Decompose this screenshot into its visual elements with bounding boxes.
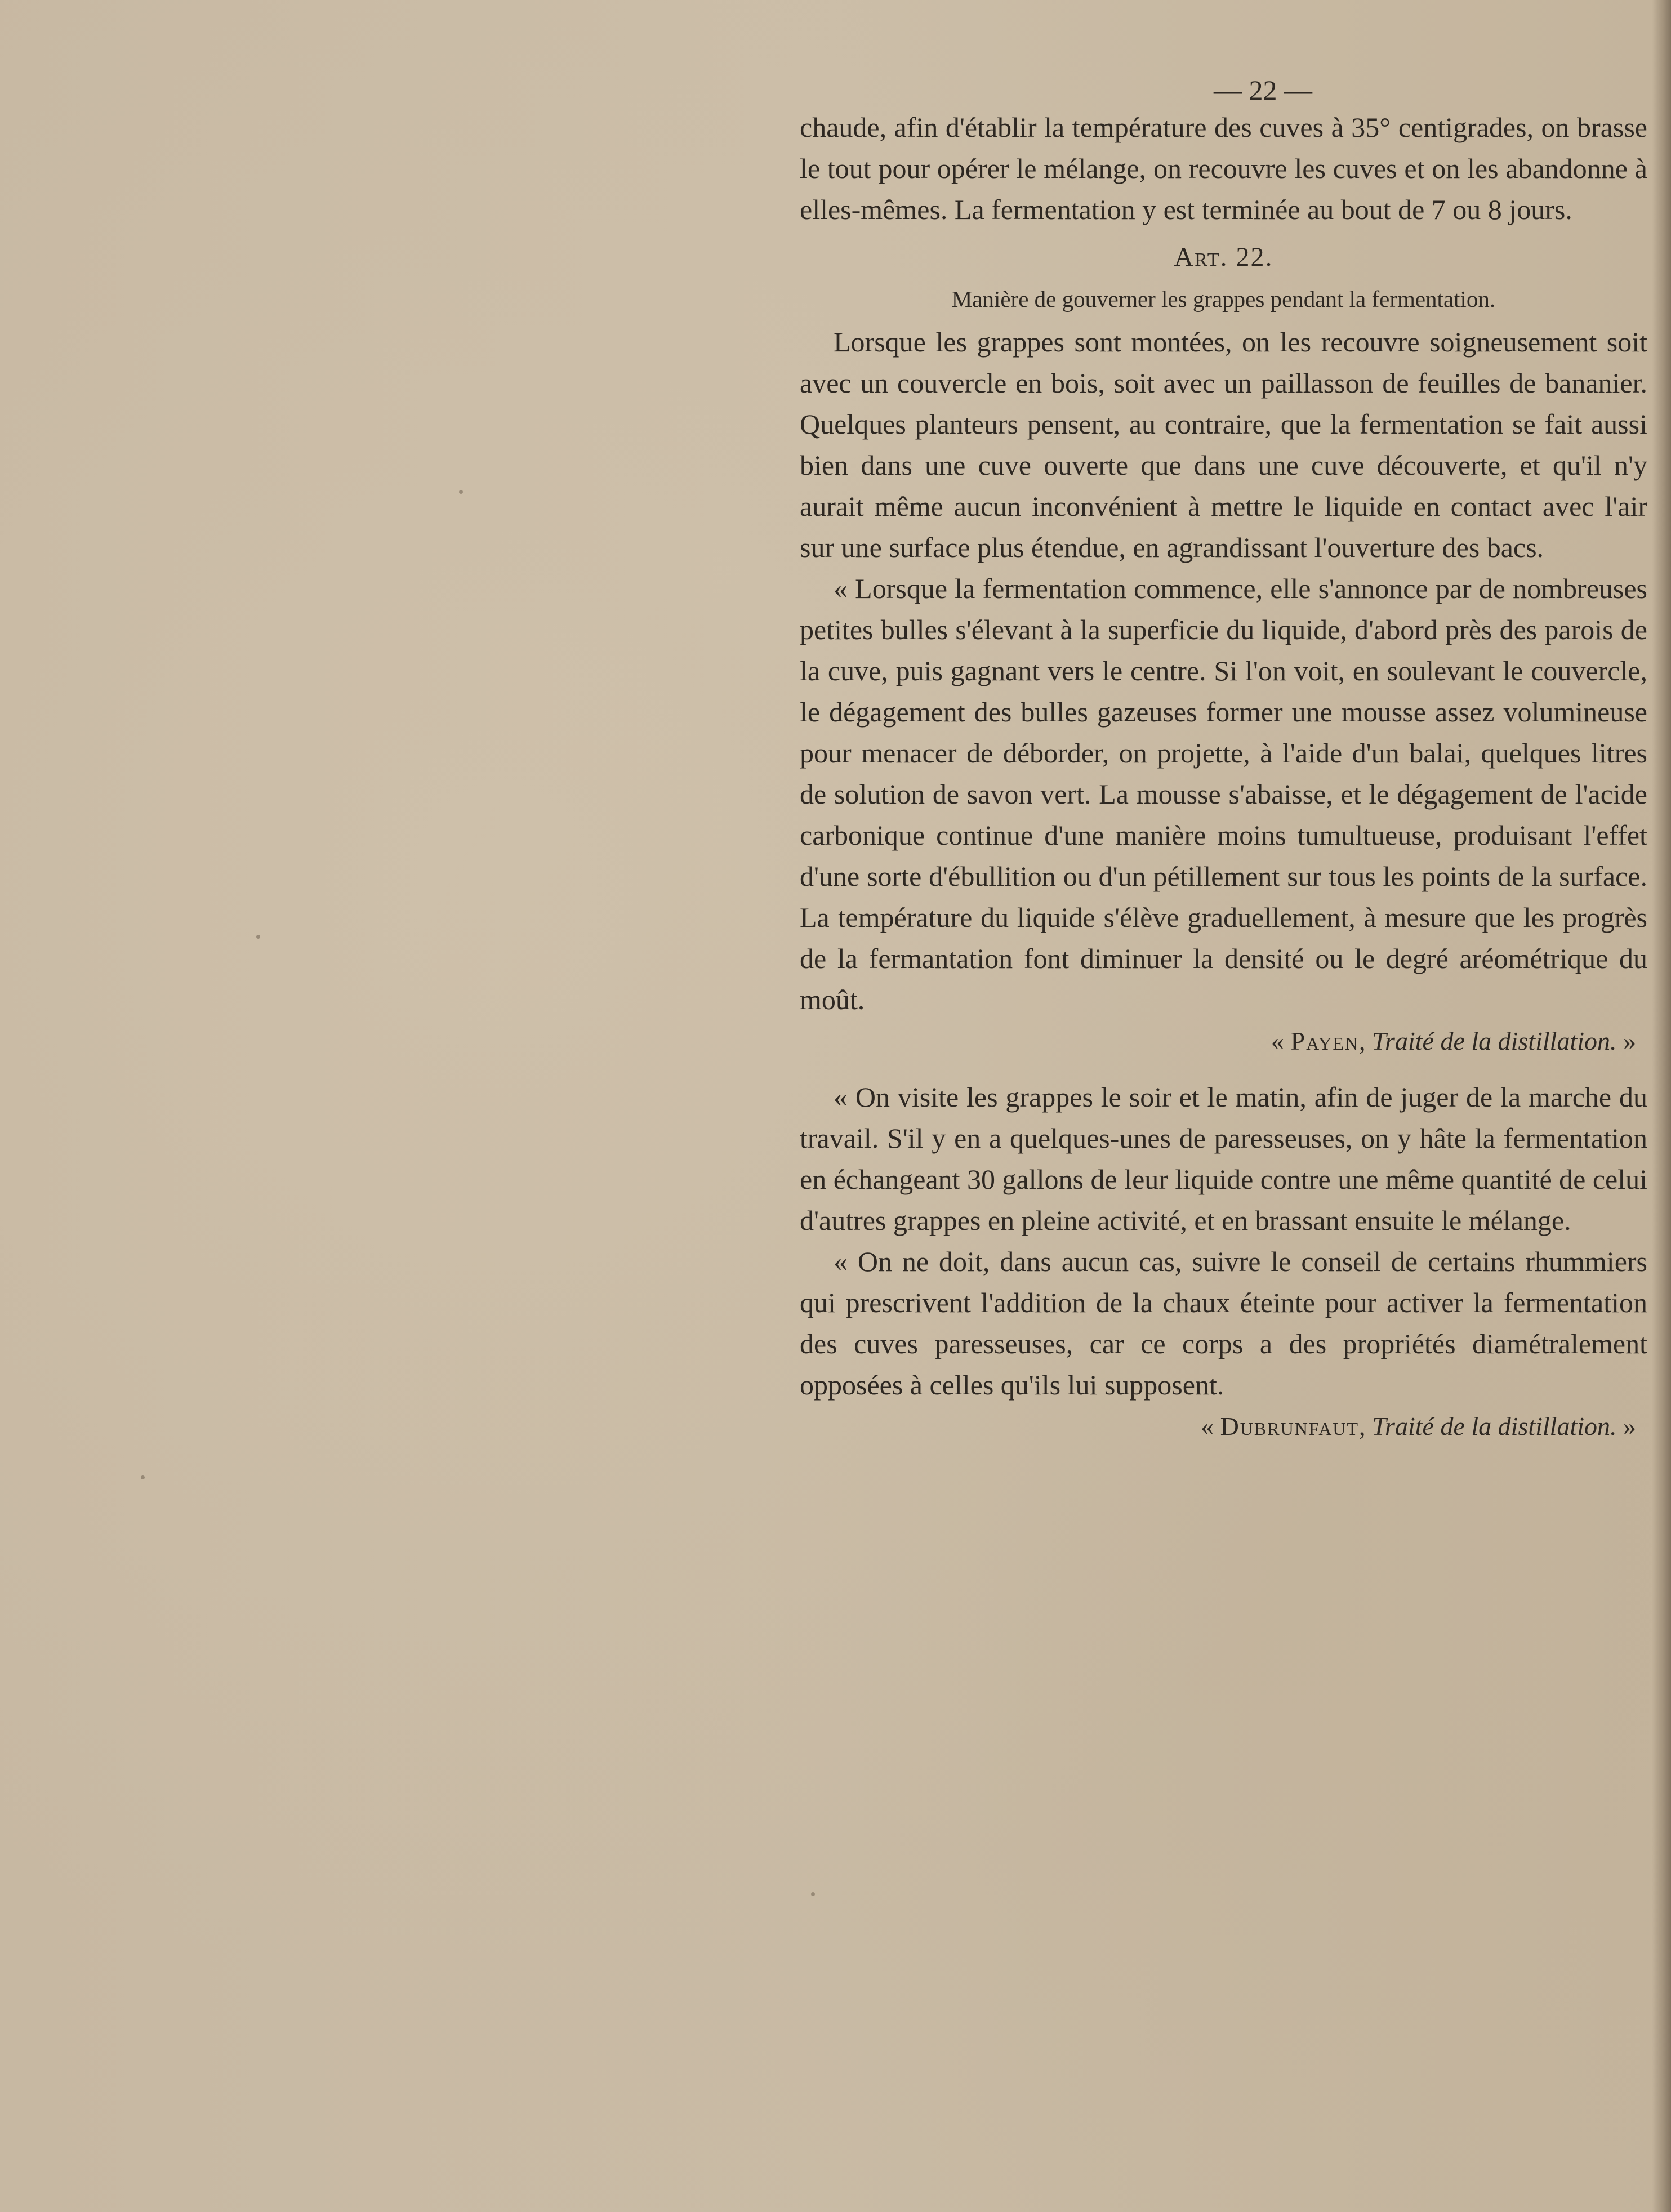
paragraph-quote-fermentation: « Lorsque la fermentation commence, elle s'annonce par de nombreuses petites bulles s'élevant à la superficie du liquide, d'abord près des parois de la cuve, puis gagnant vers le centre. Si l'on voit, en soulevant le couvercle, le dégagement des bulles gazeuses former une mousse assez volumineuse pour menacer de déborder, on projette, à l'aide d'un balai, quelques litres de solution de savon vert. La mousse s'abaisse, et le dégagement de l'acide carbonique continue d'une manière moins tumultueuse, produisant l'effet d'une sorte d'ébullition ou d'un pétillement sur tous les points de la surface. La température du liquide s'élève graduellement, à mesure que les progrès de la fermantation font diminuer la densité ou le degré aréométrique du moût.: [800, 573, 1647, 1015]
citation-close-mark: »: [1616, 1027, 1636, 1055]
citation-open-mark: «: [1201, 1412, 1220, 1441]
citation-separator: ,: [1359, 1412, 1373, 1441]
citation-author: Dubrunfaut: [1220, 1412, 1360, 1441]
paragraph-quote-chaux: « On ne doit, dans aucun cas, suivre le conseil de certains rhummiers qui prescrivent l'addition de la chaux éteinte pour activer la fermentation des cuves paresseuses, car ce corps a des propriétés diamétralement opposées à celles qu'ils lui supposent.: [800, 1246, 1647, 1401]
citation-author: Payen: [1290, 1027, 1360, 1055]
page-edge-shadow: [1652, 0, 1671, 2212]
paragraph-quote-visite: « On visite les grappes le soir et le matin, afin de juger de la marche du travail. S'il y en a quelques-unes de paresseuses, on y hâte la fermentation en échangeant 30 gallons de leur liquide contre une même quantité de celui d'autres grappes en pleine activité, et en brassant ensuite le mélange.: [800, 1081, 1647, 1236]
citation-work-title: Traité de la distillation.: [1372, 1027, 1617, 1055]
paragraph-grappes: Lorsque les grappes sont montées, on les recouvre soigneusement soit avec un couvercle en bois, soit avec un paillasson de feuilles de bananier. Quelques planteurs pensent, au contraire, que la fermentation se fait aussi bien dans une cuve ouverte que dans une cuve découverte, et qu'il n'y aurait même aucun inconvénient à mettre le liquide en contact avec l'air sur une surface plus étendue, en agrandissant l'ouverture des bacs.: [800, 326, 1647, 563]
paper-speck: [459, 490, 463, 494]
article-heading: [800, 240, 1647, 274]
page-number: — 22 —: [1214, 74, 1312, 106]
paper-speck: [256, 935, 260, 939]
citation-work-title: Traité de la distillation.: [1372, 1412, 1617, 1441]
article-subtitle: Manière de gouverner les grappes pendant la fermentation.: [951, 286, 1496, 312]
citation-payen: [800, 1023, 1647, 1060]
paragraph-continuation: chaude, afin d'établir la température des cuves à 35° centigrades, on brasse le tout pour opérer le mélange, on recouvre les cuves et on les abandonne à elles-mêmes. La fermentation y est terminée au bout de 7 ou 8 jours.: [800, 112, 1647, 225]
paper-speck: [811, 1892, 815, 1896]
article-heading-label: Art. 22.: [1174, 242, 1273, 272]
citation-open-mark: «: [1271, 1027, 1291, 1055]
citation-dubrunfaut: [800, 1408, 1647, 1445]
citation-separator: ,: [1359, 1027, 1373, 1055]
paper-speck: [141, 1475, 145, 1479]
text-column: [800, 73, 1647, 1462]
citation-close-mark: »: [1616, 1412, 1636, 1441]
